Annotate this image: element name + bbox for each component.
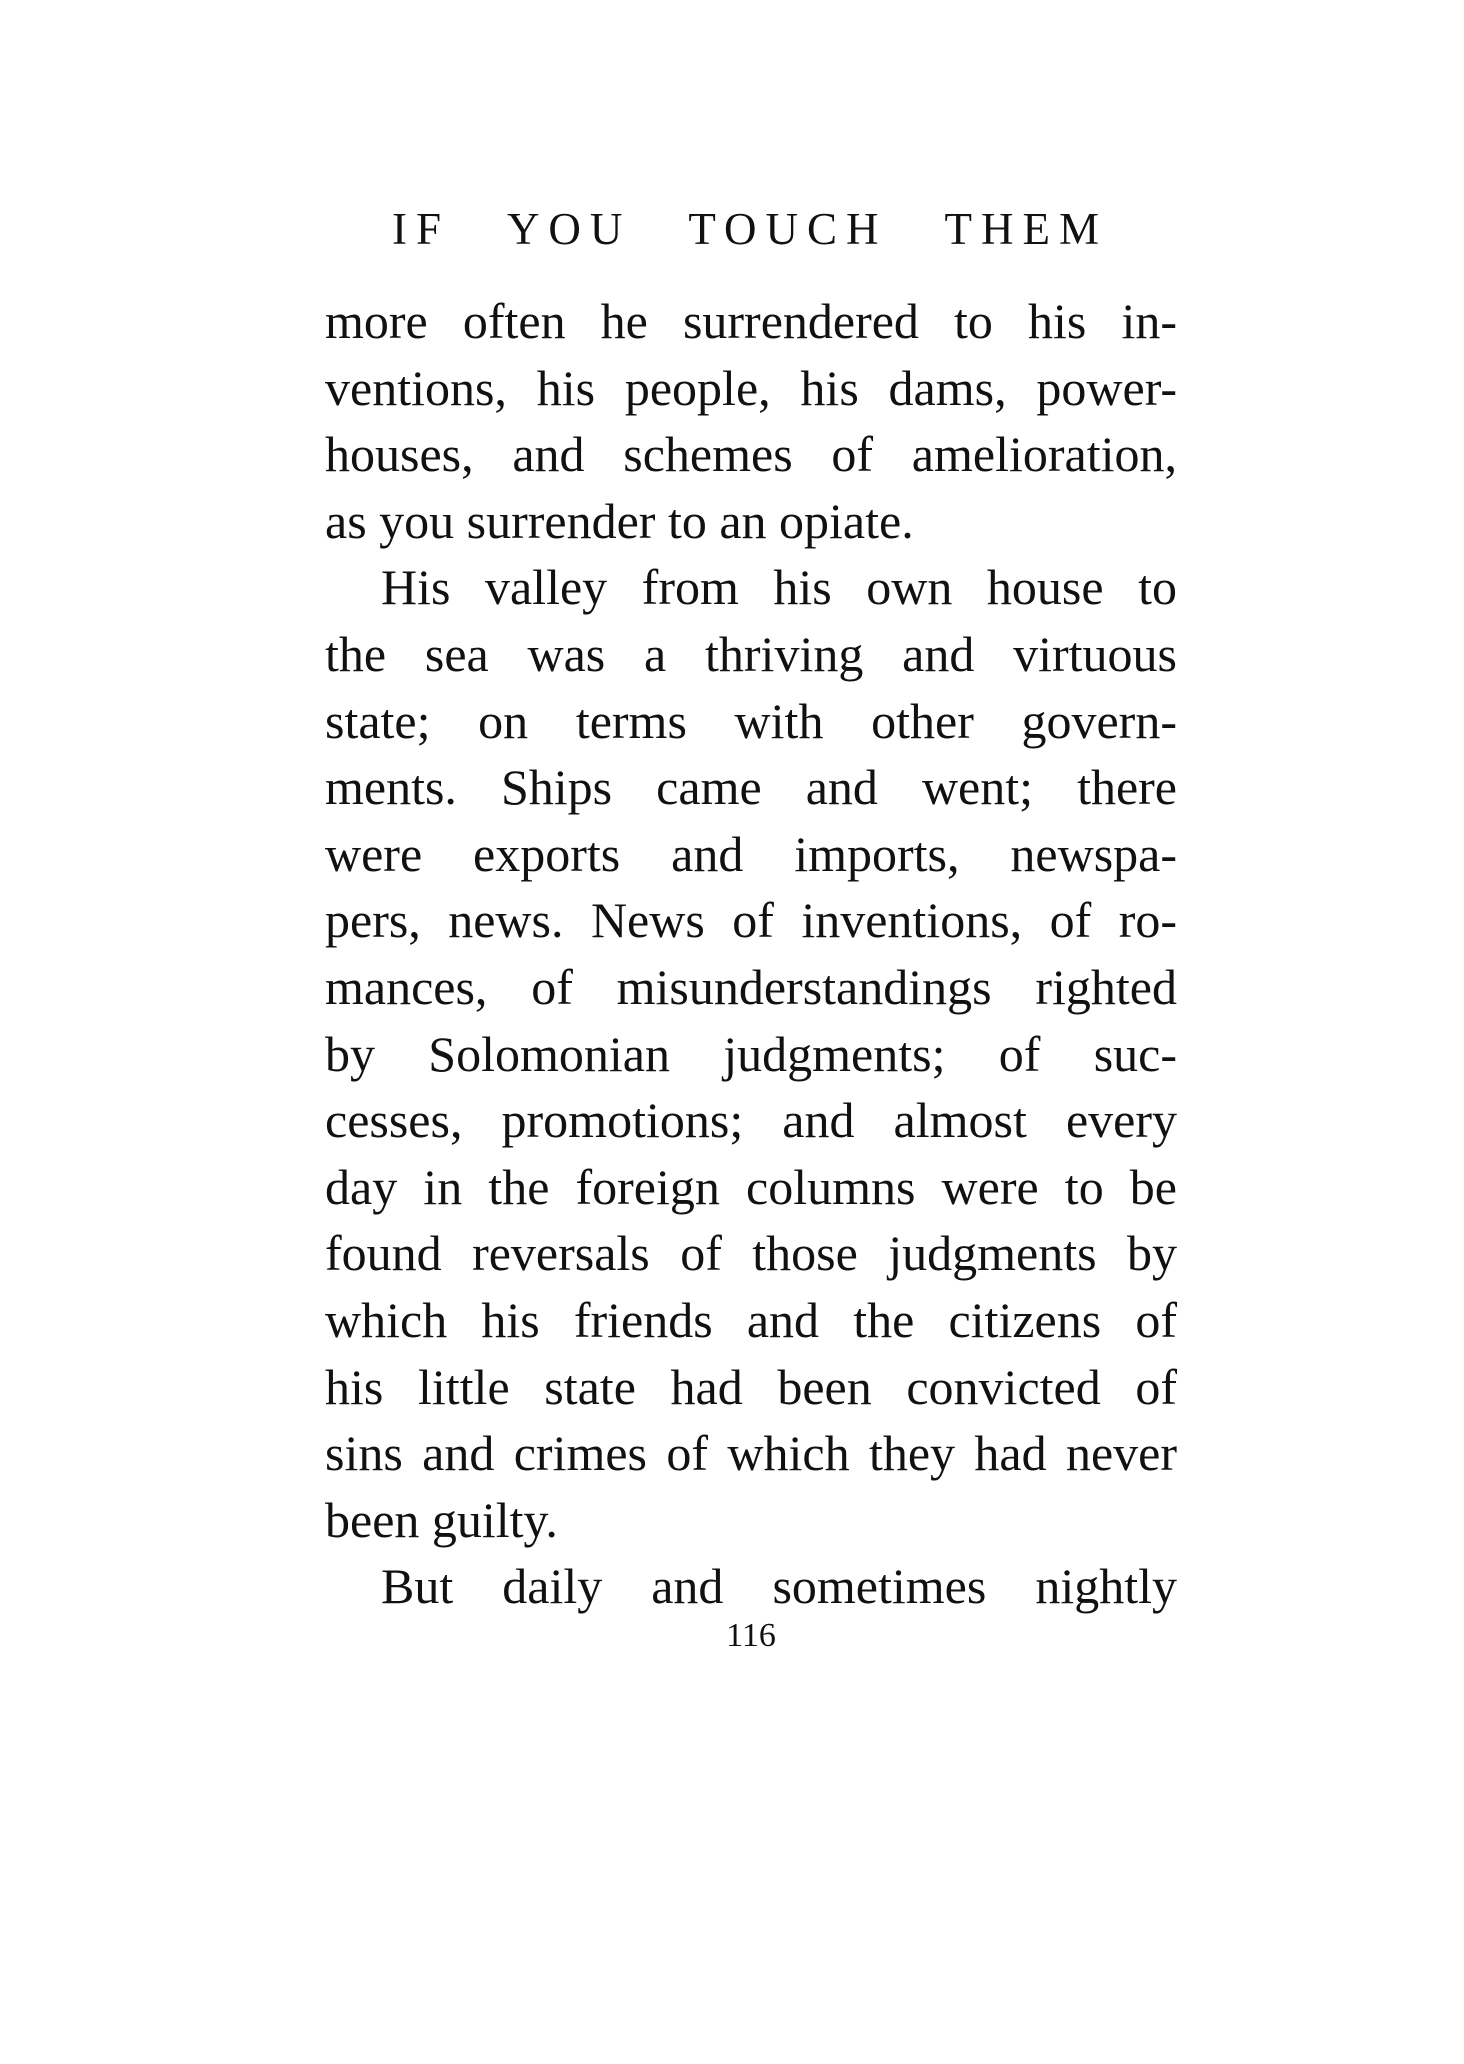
page-number: 116 bbox=[726, 1617, 776, 1654]
text-line: more often he surrendered to his in- bbox=[325, 293, 1177, 349]
text-line: found reversals of those judgments by bbox=[325, 1225, 1177, 1282]
text-line: state; on terms with other govern- bbox=[325, 692, 1177, 749]
text-line: been guilty. bbox=[325, 1491, 558, 1548]
text-line: day in the foreign columns were to be bbox=[325, 1158, 1177, 1215]
text-line: by Solomonian judgments; of suc- bbox=[325, 1025, 1177, 1082]
text-line: ventions, his people, his dams, power- bbox=[325, 359, 1177, 416]
paragraph-start-line: His valley from his own house to bbox=[381, 559, 1177, 616]
text-line: cesses, promotions; and almost every bbox=[325, 1092, 1177, 1149]
text-line: ments. Ships came and went; there bbox=[325, 759, 1177, 816]
text-line: his little state had been convicted of bbox=[325, 1358, 1177, 1415]
text-line: were exports and imports, newspa- bbox=[325, 825, 1177, 882]
running-head-word: YOU bbox=[506, 204, 632, 254]
running-head-word: THEM bbox=[944, 204, 1108, 254]
text-line: sins and crimes of which they had never bbox=[325, 1425, 1177, 1482]
paragraph-start-line: But daily and sometimes nightly bbox=[381, 1558, 1177, 1615]
text-line: which his friends and the citizens of bbox=[325, 1291, 1177, 1348]
text-line: houses, and schemes of amelioration, bbox=[325, 426, 1177, 483]
running-head-word: TOUCH bbox=[688, 204, 888, 254]
text-line: pers, news. News of inventions, of ro- bbox=[325, 892, 1177, 949]
text-line: mances, of misunderstandings righted bbox=[325, 958, 1177, 1015]
body-text bbox=[325, 288, 1177, 1620]
text-line: the sea was a thriving and virtuous bbox=[325, 625, 1177, 682]
running-head bbox=[392, 206, 1108, 252]
text-line: as you surrender to an opiate. bbox=[325, 492, 914, 549]
running-head-word: IF bbox=[392, 204, 451, 254]
